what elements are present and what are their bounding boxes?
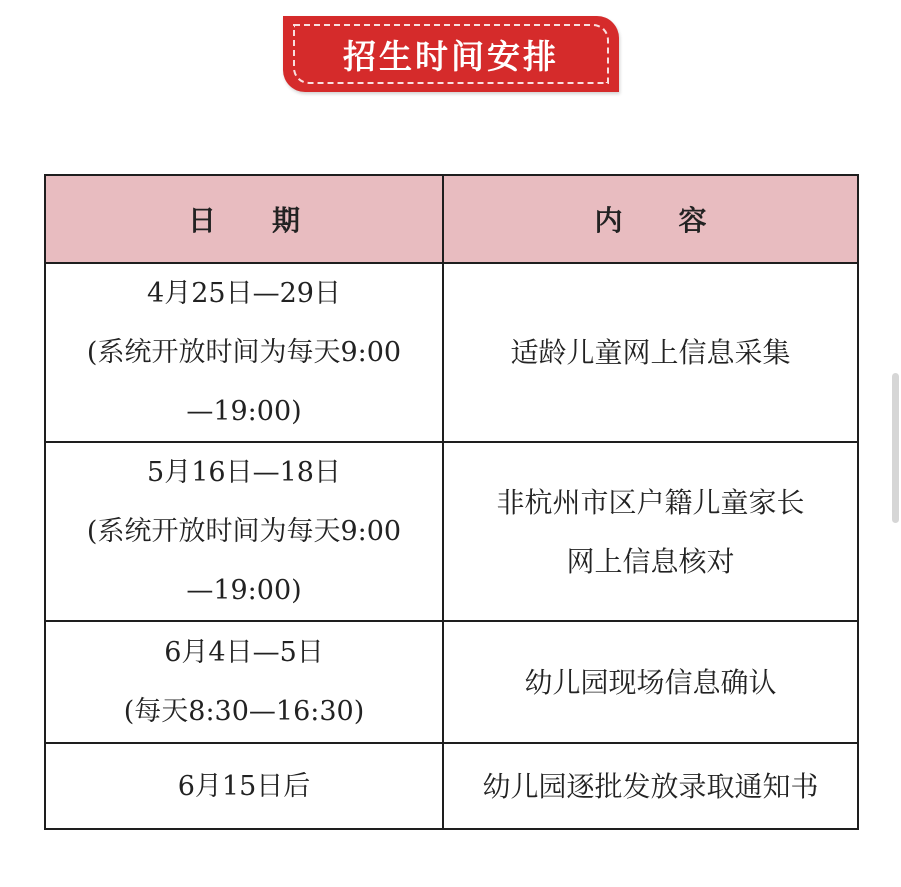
content-cell [443,621,858,743]
date-line: (每天8:30—16:30) [123,696,365,727]
vertical-scrollbar[interactable] [892,373,899,523]
content-cell [443,263,858,442]
date-cell [45,442,443,621]
header-date: 日 期 [45,175,443,263]
content-line: 适龄儿童网上信息采集 [510,336,791,369]
content-line: 幼儿园现场信息确认 [524,665,777,699]
header-content: 内 容 [443,175,858,263]
date-cell [45,263,443,442]
table-row [45,442,858,621]
table-row [45,621,858,743]
content-line: 网上信息核对 [566,544,735,578]
date-cell [45,621,443,743]
title-banner [283,16,619,92]
date-line: —19:00) [186,575,302,606]
date-line: 5月16日—18日 [147,457,341,488]
date-line: (系统开放时间为每天9:00 [86,516,402,547]
date-cell [45,743,443,829]
banner-title: 招生时间安排 [343,36,559,76]
date-line: —19:00) [186,396,302,427]
schedule-table [44,174,859,830]
table-header-row [45,175,858,263]
table-row [45,743,858,829]
date-line: 4月25日—29日 [147,278,341,309]
content-cell [443,442,858,621]
content-cell [443,743,858,829]
date-line: 6月4日—5日 [164,637,324,668]
content-line: 幼儿园逐批发放录取通知书 [482,769,819,803]
date-line: (系统开放时间为每天9:00 [86,337,402,368]
table-row [45,263,858,442]
content-line: 非杭州市区户籍儿童家长 [496,485,805,519]
date-line: 6月15日后 [177,770,311,802]
